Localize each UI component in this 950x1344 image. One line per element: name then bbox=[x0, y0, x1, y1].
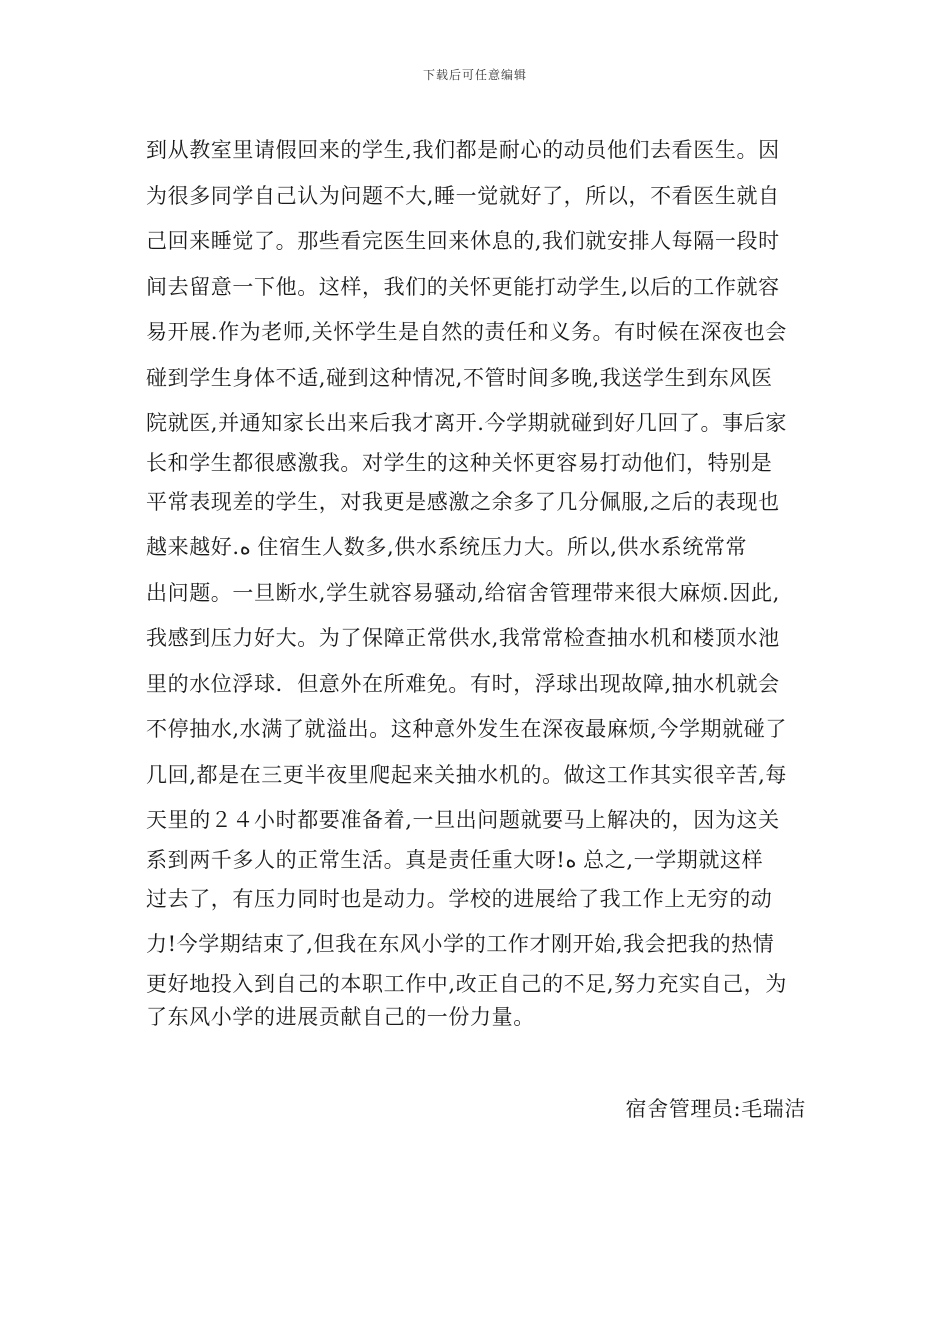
text-line: 我感到压力好大。为了保障正常供水,我常常检查抽水机和楼顶水池 bbox=[146, 626, 780, 650]
text-line: 出问题。一旦断水,学生就容易骚动,给宿舍管理带来很大麻烦.因此, bbox=[146, 580, 780, 605]
text-line: 更好地投入到自己的本职工作中,改正自己的不足,努力充实自己，为 bbox=[146, 971, 787, 996]
text-line: 天里的２４小时都要准备着,一旦出问题就要马上解决的，因为这关 bbox=[146, 808, 780, 832]
signature: 宿舍管理员:毛瑞洁 bbox=[625, 1097, 806, 1121]
text-line: 为很多同学自己认为问题不大,睡一觉就好了，所以，不看医生就自 bbox=[146, 183, 780, 208]
body-text bbox=[146, 128, 806, 1034]
text-line: 力!今学期结束了,但我在东风小学的工作才刚开始,我会把我的热情 bbox=[146, 932, 775, 956]
text-line: 己回来睡觉了。那些看完医生回来休息的,我们就安排人每隔一段时 bbox=[146, 229, 780, 253]
text-line: 不停抽水,水满了就溢出。这种意外发生在深夜最麻烦,今学期就碰了 bbox=[146, 717, 787, 741]
text-line: 过去了，有压力同时也是动力。学校的进展给了我工作上无穷的动 bbox=[146, 886, 773, 911]
text-line: 越来越好.ه 住宿生人数多,供水系统压力大。所以,供水系统常常 bbox=[146, 535, 748, 559]
text-line: 易开展.作为老师,关怀学生是自然的责任和义务。有时候在深夜也会 bbox=[146, 320, 787, 344]
header-note: 下载后可任意编辑 bbox=[422, 68, 527, 82]
text-line: 到从教室里请假回来的学生,我们都是耐心的动员他们去看医生。因 bbox=[146, 138, 780, 162]
text-line: 里的水位浮球．但意外在所难免。有时，浮球出现故障,抽水机就会 bbox=[146, 671, 780, 696]
text-line: 平常表现差的学生，对我更是感激之余多了几分佩服,之后的表现也 bbox=[146, 489, 780, 514]
text-line: 长和学生都很感激我。对学生的这种关怀更容易打动他们，特别是 bbox=[146, 450, 773, 475]
text-line: 院就医,并通知家长出来后我才离开.今学期就碰到好几回了。事后家 bbox=[146, 411, 787, 435]
text-line: 几回,都是在三更半夜里爬起来关抽水机的。做这工作其实很辛苦,每 bbox=[146, 762, 787, 787]
text-line: 系到两千多人的正常生活。真是责任重大呀!ه 总之,一学期就这样 bbox=[146, 847, 764, 872]
text-line: 了东风小学的进展贡献自己的一份力量。 bbox=[146, 1004, 535, 1029]
text-line: 间去留意一下他。这样，我们的关怀更能打动学生,以后的工作就容 bbox=[146, 274, 780, 299]
text-line: 碰到学生身体不适,碰到这种情况,不管时间多晚,我送学生到东风医 bbox=[146, 365, 773, 390]
